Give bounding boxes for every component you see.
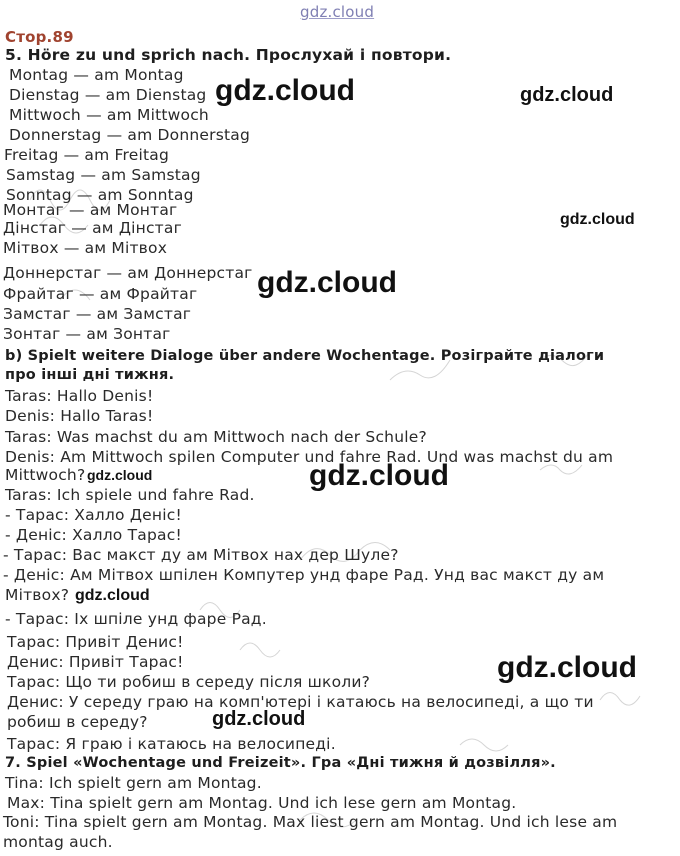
dialogue-line: - Деніс: Халло Тарас! bbox=[5, 526, 182, 544]
text-line: Mittwoch — am Mittwoch bbox=[9, 106, 209, 124]
text-line: Dienstag — am Dienstag bbox=[9, 86, 207, 104]
dialogue-line: - Тарас: Халло Деніс! bbox=[5, 506, 182, 524]
dialogue-line: Tina: Ich spielt gern am Montag. bbox=[5, 774, 262, 792]
dialogue-line: Мітвох? bbox=[5, 586, 70, 604]
dialogue-line: Taras: Hallo Denis! bbox=[5, 387, 154, 405]
text-line: Монтаг — ам Монтаг bbox=[3, 201, 178, 219]
exercise-b-heading-cont: про інші дні тижня. bbox=[5, 367, 175, 383]
text-line: Дінстаг — ам Дінстаг bbox=[3, 219, 182, 237]
exercise-b-heading: b) Spielt weitere Dialoge über andere Wochentage. Розіграйте діалоги bbox=[5, 348, 605, 364]
dialogue-line: Денис: Привіт Тарас! bbox=[7, 653, 184, 671]
watermark: gdz.cloud bbox=[497, 651, 637, 684]
text-line: Зонтаг — ам Зонтаг bbox=[3, 325, 171, 343]
watermark: gdz.cloud bbox=[75, 587, 150, 604]
watermark: gdz.cloud bbox=[520, 84, 614, 106]
exercise-5-heading: 5. Höre zu und sprich nach. Прослухай і повтори. bbox=[5, 46, 452, 64]
dialogue-line: Taras: Was machst du am Mittwoch nach der Schule? bbox=[5, 428, 427, 446]
dialogue-line: Денис: У середу граю на комп'ютері і катаюсь на велосипеді, а що ти bbox=[7, 693, 594, 711]
watermark: gdz.cloud bbox=[257, 266, 397, 299]
dialogue-line: Toni: Tina spielt gern am Montag. Max liest gern am Montag. Und ich lese am bbox=[3, 813, 618, 831]
text-line: Sonntag — am Sonntag bbox=[6, 186, 194, 204]
text-line: Фрайтаг — ам Фрайтаг bbox=[3, 285, 198, 303]
watermark: gdz.cloud bbox=[215, 74, 355, 107]
dialogue-line: - Тарас: Іх шпіле унд фаре Рад. bbox=[5, 610, 267, 628]
dialogue-line: - Деніс: Ам Мітвох шпілен Компутер унд фаре Рад. Унд вас макст ду ам bbox=[3, 566, 605, 584]
watermark: gdz.cloud bbox=[560, 211, 635, 228]
text-line: Доннерстаг — ам Доннерстаг bbox=[3, 264, 253, 282]
dialogue-line: Denis: Am Mittwoch spilen Computer und fahre Rad. Und was machst du am bbox=[5, 448, 614, 466]
text-line: Donnerstag — am Donnerstag bbox=[9, 126, 251, 144]
watermark: gdz.cloud bbox=[309, 459, 449, 492]
text-line: Samstag — am Samstag bbox=[6, 166, 201, 184]
dialogue-line: - Тарас: Вас макст ду ам Мітвох нах дер Шуле? bbox=[3, 546, 399, 564]
dialogue-line: робиш в середу? bbox=[7, 713, 148, 731]
dialogue-line: Max: Tina spielt gern am Montag. Und ich lese gern am Montag. bbox=[7, 794, 517, 812]
top-watermark: gdz.cloud bbox=[300, 3, 375, 21]
text-line: Мітвох — ам Мітвох bbox=[3, 239, 168, 257]
text-line: Замстаг — ам Замстаг bbox=[3, 305, 192, 323]
dialogue-line: Тарас: Що ти робиш в середу після школи? bbox=[7, 673, 371, 691]
exercise-7-heading: 7. Spiel «Wochentage und Freizeit». Гра «Дні тижня й дозвілля». bbox=[5, 755, 556, 771]
dialogue-line: Mittwoch? bbox=[5, 466, 86, 484]
page-label: Стор.89 bbox=[5, 28, 74, 46]
text-line: Freitag — am Freitag bbox=[4, 146, 170, 164]
watermark: gdz.cloud bbox=[87, 467, 153, 483]
dialogue-line: montag auch. bbox=[3, 833, 113, 851]
dialogue-line: Denis: Hallo Taras! bbox=[5, 407, 154, 425]
text-line: Montag — am Montag bbox=[9, 66, 184, 84]
watermark: gdz.cloud bbox=[212, 708, 306, 730]
dialogue-line: Тарас: Привіт Денис! bbox=[7, 633, 184, 651]
dialogue-line: Taras: Ich spiele und fahre Rad. bbox=[5, 486, 255, 504]
dialogue-line: Тарас: Я граю і катаюсь на велосипеді. bbox=[7, 735, 336, 753]
